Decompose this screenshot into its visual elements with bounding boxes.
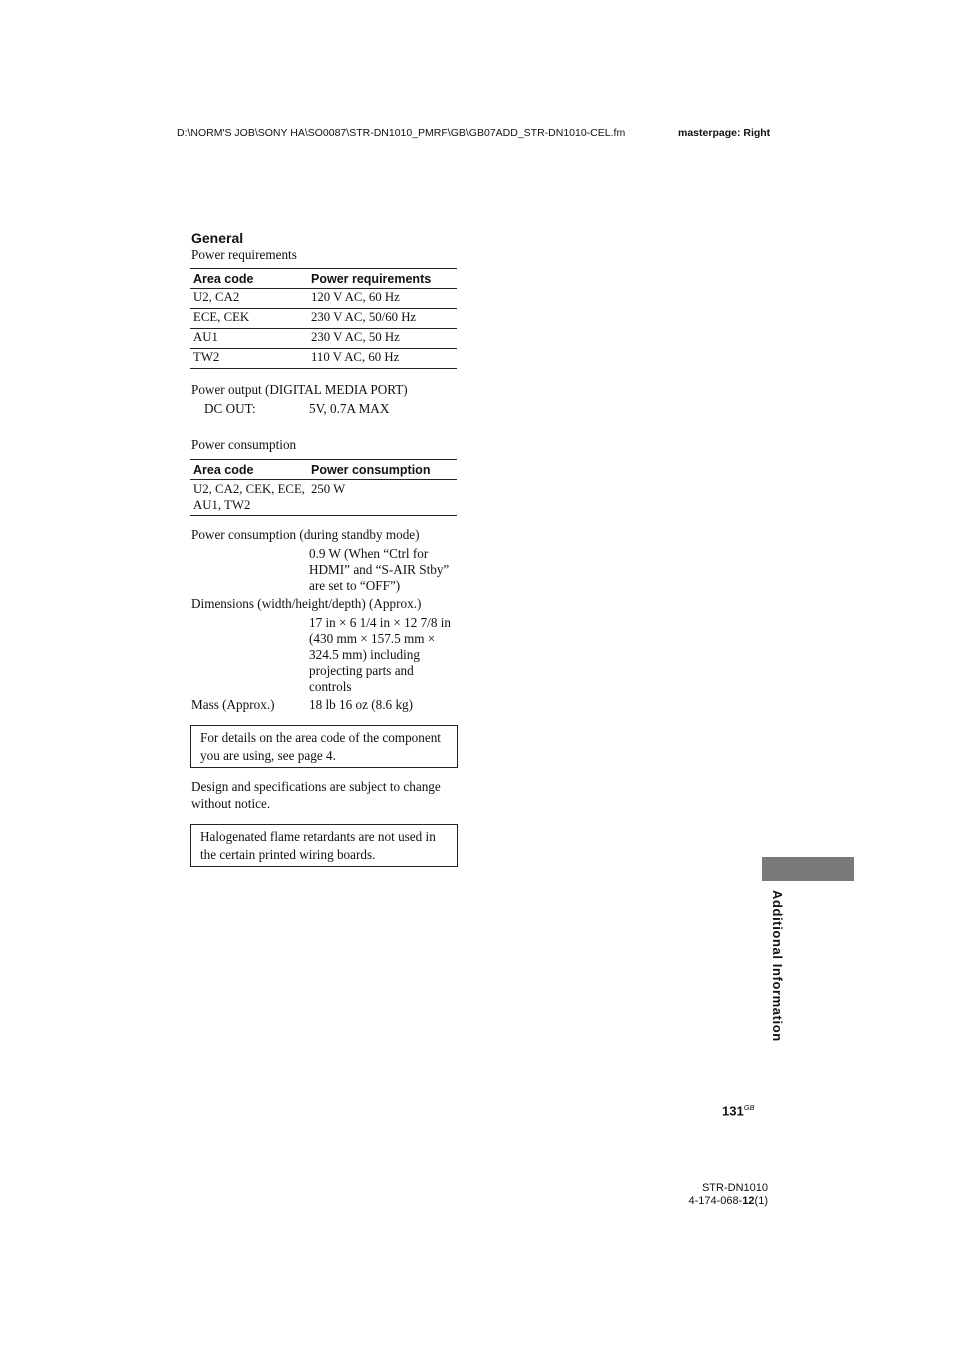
page-number <box>722 1103 755 1118</box>
dimensions-value: 17 in × 6 1/4 in × 12 7/8 in (430 mm × 157.5 mm × 324.5 mm) including projecting parts and controls <box>309 615 451 694</box>
table-row <box>190 480 457 516</box>
model-name: STR-DN1010 <box>701 1182 768 1194</box>
dc-out-value: 5V, 0.7A MAX <box>309 401 390 416</box>
section-tab-label: Additional Information <box>770 890 785 1042</box>
table-row <box>190 329 457 349</box>
model-code-prefix: 4-174-068- <box>688 1194 743 1207</box>
standby-value: 0.9 W (When “Ctrl for HDMI” and “S-AIR Stby” are set to “OFF”) <box>309 546 450 593</box>
dimensions-label: Dimensions (width/height/depth) (Approx.) <box>191 596 422 611</box>
area-code-cell: U2, CA2 <box>190 289 308 309</box>
halogen-note-text: Halogenated flame retardants are not used in the certain printed wiring boards. <box>200 829 436 862</box>
table-row <box>190 289 457 309</box>
area-code-cell: AU1 <box>190 329 308 349</box>
value-cell: 250 W <box>308 480 457 516</box>
column-header: Area code <box>190 460 308 480</box>
page-number-suffix: GB <box>743 1103 755 1112</box>
power-requirements-label: Power requirements <box>191 247 297 262</box>
model-code-suffix: (1) <box>754 1194 768 1207</box>
value-cell: 230 V AC, 50/60 Hz <box>308 309 457 329</box>
table-row <box>190 349 457 369</box>
area-code-cell: ECE, CEK <box>190 309 308 329</box>
mass-value: 18 lb 16 oz (8.6 kg) <box>309 697 414 712</box>
power-requirements-table <box>190 268 457 369</box>
value-cell: 230 V AC, 50 Hz <box>308 329 457 349</box>
mass-label: Mass (Approx.) <box>191 697 275 712</box>
value-cell: 110 V AC, 60 Hz <box>308 349 457 369</box>
header-masterpage: masterpage: Right <box>678 127 771 139</box>
model-code-bold: 12 <box>742 1194 755 1207</box>
power-consumption-label: Power consumption <box>191 437 297 452</box>
model-code <box>688 1195 768 1208</box>
column-header: Power consumption <box>308 460 457 480</box>
model-info <box>688 1182 768 1207</box>
area-code-cell: TW2 <box>190 349 308 369</box>
design-note: Design and specifications are subject to change without notice. <box>191 779 441 811</box>
halogen-note-box <box>190 824 458 867</box>
power-consumption-table <box>190 459 457 516</box>
table-header-row <box>190 460 457 480</box>
table-header-row <box>190 269 457 289</box>
area-code-note-text: For details on the area code of the component you are using, see page 4. <box>200 730 441 763</box>
section-title: General <box>191 230 244 246</box>
column-header: Area code <box>190 269 308 289</box>
value-cell: 120 V AC, 60 Hz <box>308 289 457 309</box>
area-code-note-box <box>190 725 458 768</box>
header-file-path: D:\NORM'S JOB\SONY HA\SO0087\STR-DN1010_PMRF\GB\GB07ADD_STR-DN1010-CEL.fm <box>177 127 626 139</box>
power-output-label: Power output (DIGITAL MEDIA PORT) <box>191 382 408 397</box>
section-tab-bar <box>762 857 854 881</box>
column-header: Power requirements <box>308 269 457 289</box>
standby-label: Power consumption (during standby mode) <box>191 527 420 542</box>
table-row <box>190 309 457 329</box>
page-number-value: 131 <box>722 1103 744 1119</box>
area-code-cell: U2, CA2, CEK, ECE, AU1, TW2 <box>190 480 308 516</box>
dc-out-label: DC OUT: <box>204 401 256 416</box>
